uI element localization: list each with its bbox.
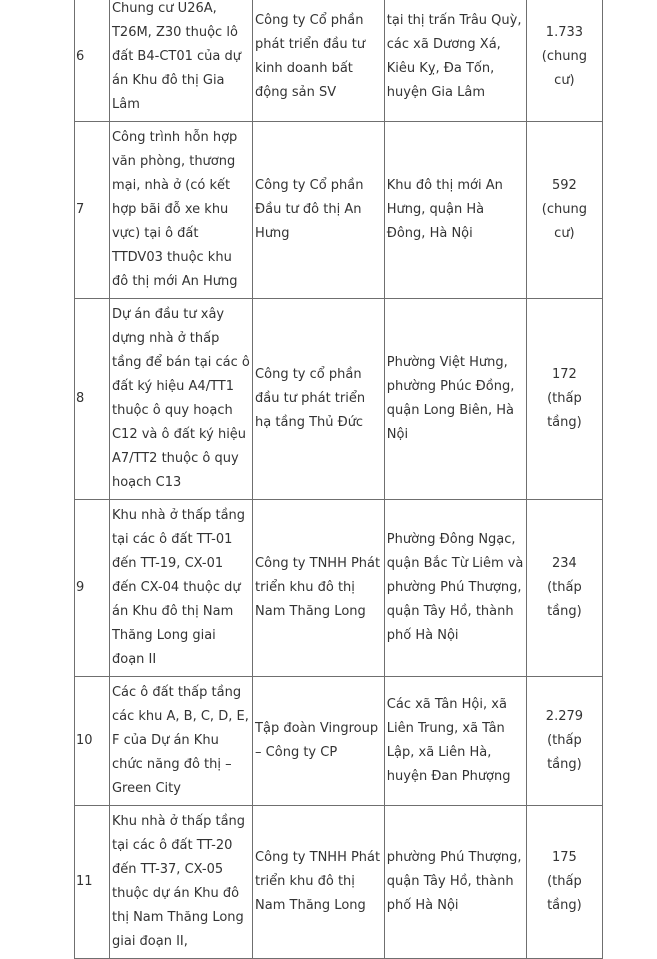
project-location: tại thị trấn Trâu Quỳ, các xã Dương Xá, Kiêu Kỵ, Đa Tốn, huyện Gia Lâm — [384, 0, 526, 122]
row-number: 9 — [75, 500, 110, 677]
project-name: Công trình hỗn hợp văn phòng, thương mại, nhà ở (có kết hợp bãi đỗ xe khu vực) tại ô đất TTDV03 thuộc khu đô thị mới An Hưng — [109, 122, 252, 299]
table-row — [75, 122, 603, 299]
project-name: Các ô đất thấp tầng các khu A, B, C, D, E, F của Dự án Khu chức năng đô thị – Green City — [109, 677, 252, 806]
project-location: Khu đô thị mới An Hưng, quận Hà Đông, Hà Nội — [384, 122, 526, 299]
unit-count: 592 (chung cư) — [526, 122, 602, 299]
investor-name: Công ty TNHH Phát triển khu đô thị Nam Thăng Long — [253, 500, 385, 677]
table-row — [75, 677, 603, 806]
row-number: 6 — [75, 0, 110, 122]
unit-count: 175 (thấp tầng) — [526, 806, 602, 959]
project-location: Phường Đông Ngạc, quận Bắc Từ Liêm và phường Phú Thượng, quận Tây Hồ, thành phố Hà Nội — [384, 500, 526, 677]
row-number: 7 — [75, 122, 110, 299]
project-location: phường Phú Thượng, quận Tây Hồ, thành phố Hà Nội — [384, 806, 526, 959]
table-row — [75, 0, 603, 122]
row-number: 8 — [75, 299, 110, 500]
unit-count: 234 (thấp tầng) — [526, 500, 602, 677]
project-location: Các xã Tân Hội, xã Liên Trung, xã Tân Lập, xã Liên Hà, huyện Đan Phượng — [384, 677, 526, 806]
project-name: Dự án đầu tư xây dựng nhà ở thấp tầng để bán tại các ô đất ký hiệu A4/TT1 thuộc ô quy hoạch C12 và ô đất ký hiệu A7/TT2 thuộc ô quy hoạch C13 — [109, 299, 252, 500]
unit-count: 172 (thấp tầng) — [526, 299, 602, 500]
unit-count: 1.733 (chung cư) — [526, 0, 602, 122]
project-name: Chung cư U26A, T26M, Z30 thuộc lô đất B4-CT01 của dự án Khu đô thị Gia Lâm — [109, 0, 252, 122]
row-number: 10 — [75, 677, 110, 806]
table-row — [75, 500, 603, 677]
project-name: Khu nhà ở thấp tầng tại các ô đất TT-20 đến TT-37, CX-05 thuộc dự án Khu đô thị Nam Thăng Long giai đoạn II, — [109, 806, 252, 959]
investor-name: Công ty Cổ phần Đầu tư đô thị An Hưng — [253, 122, 385, 299]
investor-name: Công ty cổ phần đầu tư phát triển hạ tầng Thủ Đức — [253, 299, 385, 500]
investor-name: Công ty Cổ phần phát triển đầu tư kinh doanh bất động sản SV — [253, 0, 385, 122]
unit-count: 2.279 (thấp tầng) — [526, 677, 602, 806]
table-row — [75, 299, 603, 500]
table-row — [75, 806, 603, 959]
project-name: Khu nhà ở thấp tầng tại các ô đất TT-01 đến TT-19, CX-01 đến CX-04 thuộc dự án Khu đô thị Nam Thăng Long giai đoạn II — [109, 500, 252, 677]
project-location: Phường Việt Hưng, phường Phúc Đồng, quận Long Biên, Hà Nội — [384, 299, 526, 500]
investor-name: Công ty TNHH Phát triển khu đô thị Nam Thăng Long — [253, 806, 385, 959]
projects-table — [74, 0, 603, 959]
row-number: 11 — [75, 806, 110, 959]
investor-name: Tập đoàn Vingroup – Công ty CP — [253, 677, 385, 806]
